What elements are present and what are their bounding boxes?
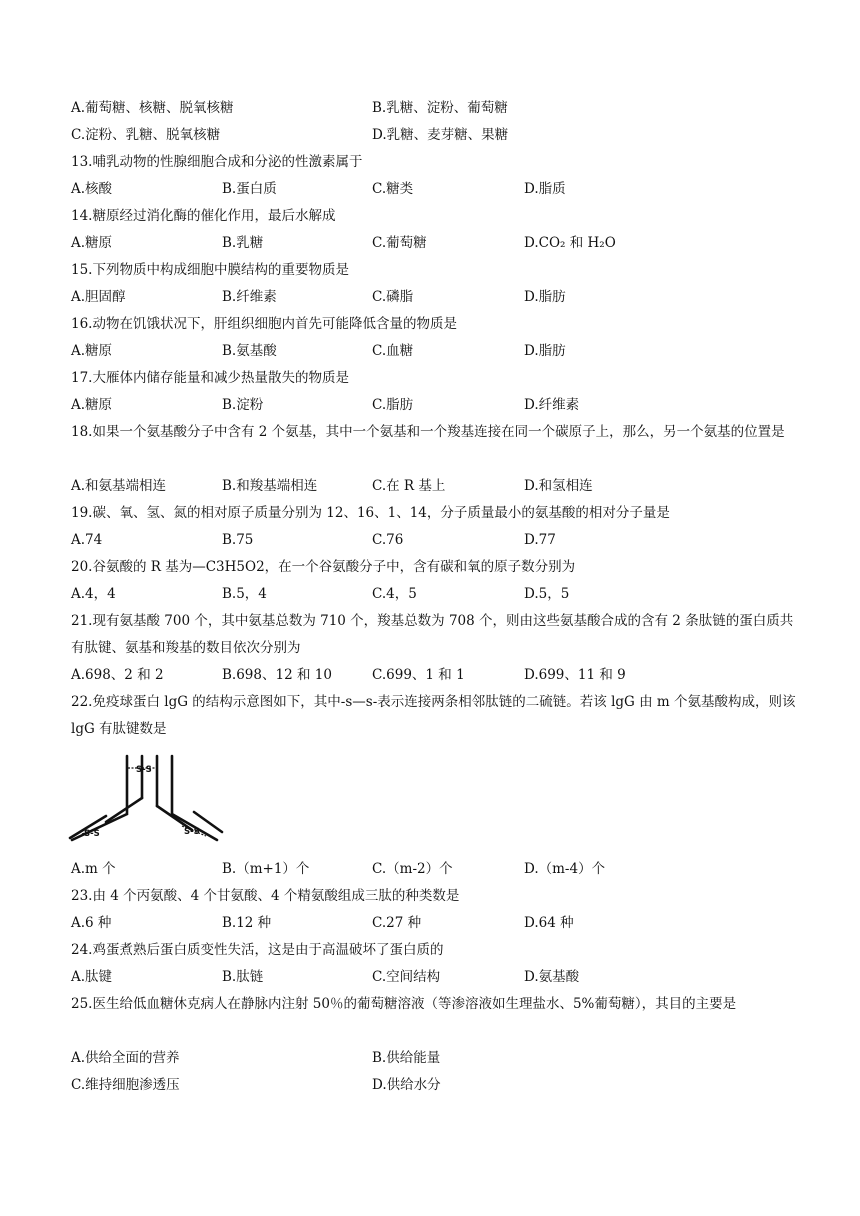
disulfide-label-left: S-S: [84, 829, 100, 839]
q24-stem: 24.鸡蛋煮熟后蛋白质变性失活，这是由于高温破坏了蛋白质的: [71, 942, 444, 958]
q19-stem: 19.碳、氧、氢、氮的相对原子质量分别为 12、16、1、14，分子质量最小的氨基酸的相对分子量是: [71, 505, 670, 521]
q20-stem: 20.谷氨酸的 R 基为—C3H5O2，在一个谷氨酸分子中，含有碳和氧的原子数分别为: [71, 559, 576, 575]
q23-stem: 23.由 4 个丙氨酸、4 个甘氨酸、4 个精氨酸组成三肽的种类数是: [71, 888, 460, 904]
disulfide-label-right: S-S: [184, 827, 200, 837]
q21-stem: 21.现有氨基酸 700 个，其中氨基总数为 710 个，羧基总数为 708 个，则由这些氨基酸合成的含有 2 条肽链的蛋白质共有肽键、氨基和羧基的数目依次分别为: [71, 613, 794, 656]
igg-inner-left-arm: [106, 798, 142, 822]
q13-option-d: D.脂质: [524, 181, 566, 197]
q16-stem: 16.动物在饥饿状况下，肝组织细胞内首先可能降低含量的物质是: [71, 316, 457, 332]
q12-option-d: D.乳糖、麦芽糖、果糖: [372, 127, 509, 143]
q12-option-c: C.淀粉、乳糖、脱氧核糖: [71, 127, 221, 143]
q17-option-a: A.糖原: [71, 397, 113, 413]
q14-option-a: A.糖原: [71, 235, 113, 251]
q23-option-b: B.12 种: [222, 915, 272, 931]
q25-option-c: C.维持细胞渗透压: [71, 1077, 180, 1093]
q25-option-b: B.供给能量: [372, 1050, 441, 1066]
q15-option-b: B.纤维素: [222, 289, 277, 305]
q21-option-a: A.698、2 和 2: [71, 667, 164, 683]
q17-stem: 17.大雁体内储存能量和减少热量散失的物质是: [71, 370, 349, 386]
q14-option-c: C.葡萄糖: [372, 235, 427, 251]
q13-option-c: C.糖类: [372, 181, 414, 197]
q12-option-b: B.乳糖、淀粉、葡萄糖: [372, 100, 508, 116]
q22-option-d: D.（m-4）个: [524, 861, 606, 877]
q25-stem: 25.医生给低血糖休克病人在静脉内注射 50％的葡萄糖溶液（等渗溶液如生理盐水、5%葡萄糖），其目的主要是: [71, 996, 737, 1012]
q19-option-a: A.74: [71, 532, 103, 548]
q15-option-d: D.脂肪: [524, 289, 566, 305]
q14-option-d: D.CO₂ 和 H₂O: [524, 235, 616, 251]
q21-option-d: D.699、11 和 9: [524, 667, 626, 683]
igg-left-heavy-chain: [72, 756, 127, 840]
igg-structure-diagram: [66, 752, 226, 844]
q24-option-d: D.氨基酸: [524, 969, 580, 985]
q17-option-b: B.淀粉: [222, 397, 264, 413]
q17-option-d: D.纤维素: [524, 397, 580, 413]
q19-option-d: D.77: [524, 532, 556, 548]
q24-option-a: A.肽键: [71, 969, 113, 985]
q15-option-a: A.胆固醇: [71, 289, 126, 305]
q15-stem: 15.下列物质中构成细胞中膜结构的重要物质是: [71, 262, 349, 278]
q13-option-a: A.核酸: [71, 181, 113, 197]
q22-stem: 22.免疫球蛋白 lgG 的结构示意图如下，其中-s—s-表示连接两条相邻肽链的二硫链。若该 lgG 由 m 个氨基酸构成，则该 lgG 有肽键数是: [71, 694, 796, 737]
q12-option-a: A.葡萄糖、核糖、脱氧核糖: [71, 100, 234, 116]
q25-option-d: D.供给水分: [372, 1077, 441, 1093]
q19-option-c: C.76: [372, 532, 404, 548]
q19-option-b: B.75: [222, 532, 254, 548]
q18-option-c: C.在 R 基上: [372, 478, 446, 494]
q14-option-b: B.乳糖: [222, 235, 264, 251]
q20-option-a: A.4，4: [71, 586, 116, 602]
q18-option-b: B.和羧基端相连: [222, 478, 318, 494]
q23-option-a: A.6 种: [71, 915, 112, 931]
q23-option-c: C.27 种: [372, 915, 422, 931]
q15-option-c: C.磷脂: [372, 289, 414, 305]
q24-option-c: C.空间结构: [372, 969, 441, 985]
q18-option-a: A.和氨基端相连: [71, 478, 167, 494]
q16-option-a: A.糖原: [71, 343, 113, 359]
q25-option-a: A.供给全面的营养: [71, 1050, 180, 1066]
q24-option-b: B.肽链: [222, 969, 264, 985]
q18-stem: 18.如果一个氨基酸分子中含有 2 个氨基，其中一个氨基和一个羧基连接在同一个碳原子上，那么，另一个氨基的位置是: [71, 424, 785, 440]
q21-option-c: C.699、1 和 1: [372, 667, 465, 683]
q14-stem: 14.糖原经过消化酶的催化作用，最后水解成: [71, 208, 336, 224]
q20-option-b: B.5，4: [222, 586, 267, 602]
q20-option-c: C.4，5: [372, 586, 417, 602]
q13-stem: 13.哺乳动物的性腺细胞合成和分泌的性激素属于: [71, 154, 363, 170]
q13-option-b: B.蛋白质: [222, 181, 277, 197]
q16-option-b: B.氨基酸: [222, 343, 277, 359]
q22-option-a: A.m 个: [71, 861, 116, 877]
q21-option-b: B.698、12 和 10: [222, 667, 332, 683]
q18-option-d: D.和氢相连: [524, 478, 593, 494]
q22-option-c: C.（m-2）个: [372, 861, 453, 877]
q16-option-c: C.血糖: [372, 343, 414, 359]
q16-option-d: D.脂肪: [524, 343, 566, 359]
q17-option-c: C.脂肪: [372, 397, 414, 413]
disulfide-label-top: S-S: [136, 765, 152, 775]
q23-option-d: D.64 种: [524, 915, 574, 931]
q20-option-d: D.5，5: [524, 586, 570, 602]
q22-option-b: B.（m+1）个: [222, 861, 310, 877]
